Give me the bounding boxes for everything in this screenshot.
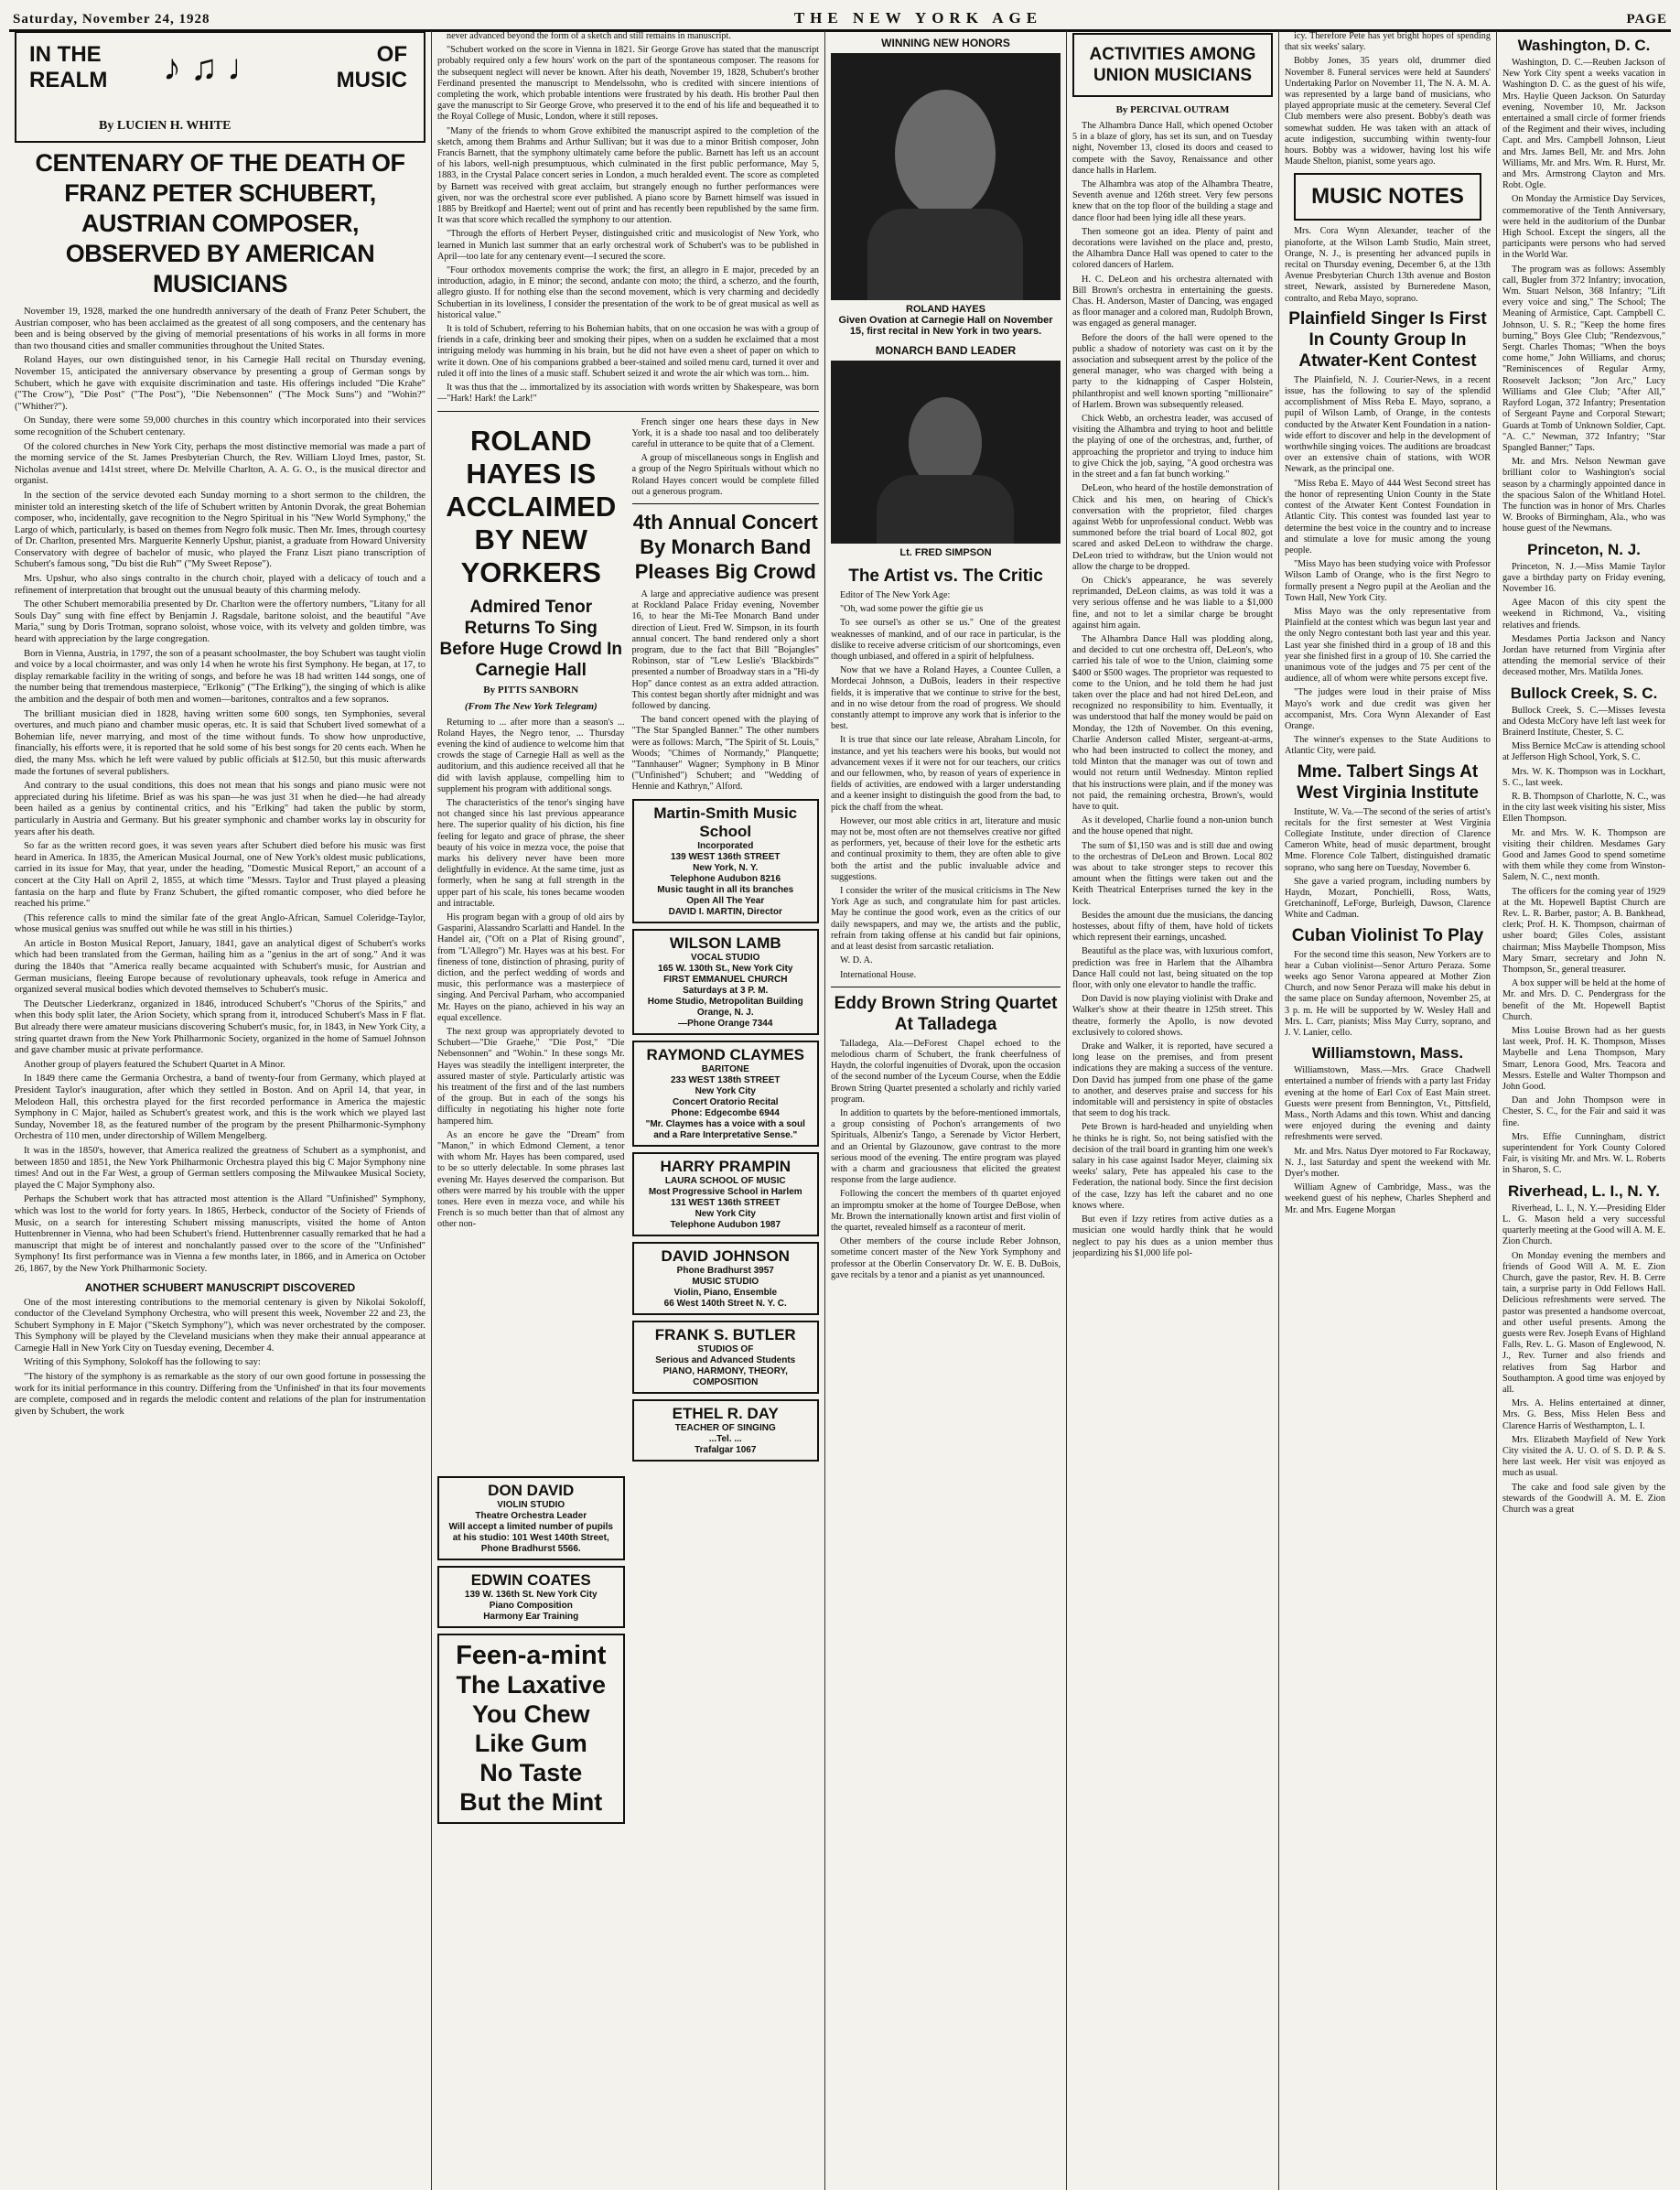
realm-of-music-header [15, 31, 425, 143]
paragraph: Then someone got an idea. Plenty of paint and decorations were lavished on the place and, presto, the Alhambra Dance Hall was opened to cater to the colored dancers of Harlem. [1072, 226, 1273, 271]
paragraph: Miss Bernice McCaw is attending school at Jefferson High School, York, S. C. [1502, 741, 1665, 763]
cuban-headline: Cuban Violinist To Play [1291, 925, 1484, 945]
music-notes-icon: ♪ ♫ ♩ [163, 47, 264, 88]
union-article [1072, 121, 1273, 1259]
paragraph: It is told of Schubert, referring to his Bohemian habits, that on one occasion he was with a group of friends in a cafe, drinking beer and smoking their pipes, when on a sudden he exclaimed that a most intriguing melody was humming in his brain, but he did not have even a sheet of paper on which to write it down. One of his companions grabbed a beer-stained and soiled menu card, turned it over and ruled it off into the lines of a music staff. Schubert seized it and wrote the air which was torn... him. [437, 324, 819, 379]
paragraph: The Alhambra was atop of the Alhambra Theatre, Seventh avenue and 126th street. Very few persons knew that on the top floor of the building a stage and dance floor had been lying idle all these years. [1072, 179, 1273, 223]
paragraph: Washington, D. C.—Reuben Jackson of New York City spent a weeks vacation in Washington D. C. as the guest of his wife, Mrs. Haylie Queen Jackson. On Saturday evening, November 10, Mr. Jackson entertained a small circle of former friends of the Regiment and their wives, including Capt. and Mrs. Campbell Johnson, Lieut and Mrs. James Bell, Mr. and Mrs. John Williams, Mr. and Mrs. Wm. R. Hurst, Mr. and Mrs. Armstrong Clayton and Mrs. Robt. Ogle. [1502, 58, 1665, 191]
paragraph: The characteristics of the tenor's singing have not changed since his last previous appearance here. The superior quality of his diction, his fine feeling for legato and grace of phrase, the sheer beauty of his voice in mezza voce, the poise that marks his delivery never have been more delightfully in evidence. At the same time, just as formerly, when he sang at full strength in the upper part of his scale, his tones became wooden and intractable. [437, 797, 625, 909]
plainfield-headline: Plainfield Singer Is First In County Group In Atwater-Kent Contest [1288, 308, 1487, 371]
paragraph: On Monday the Armistice Day Services, commemorative of the Tenth Anniversary, were held in the auditorium of the Dunbar High School. Except the singers, all the participants were persons who had served in the World War. [1502, 194, 1665, 261]
paragraph: A group of miscellaneous songs in English and a group of the Negro Spirituals without which no Roland Hayes concert would be complete filled out a generous program. [631, 453, 819, 497]
paragraph: Besides the amount due the musicians, the dancing hostesses, about fifty of them, have hold of tickets which represent their earnings, uncashed. [1072, 910, 1273, 944]
paragraph: On Chick's appearance, he was severely reprimanded, DeLeon claims, as was told it was a very serious offense and he was liable to a $1,000 fine, and not to let a similar charge be brought against him again. [1072, 575, 1273, 631]
princeton-article [1502, 562, 1665, 679]
talbert-headline: Mme. Talbert Sings At West Virginia Institute [1297, 761, 1479, 803]
paragraph: The next group was appropriately devoted to Schubert—"Die Graehe," "Die Post," "Die Nebensonnen" and "Wohin." In these songs Mr. Hayes was steadily the intelligent interpreter, the assured master of style. Particularly artistic was his treatment of the first and of the last numbers of the group. But in each of the songs his difficulty in negotiating his higher note forte hampered him. [437, 1026, 625, 1127]
paragraph: "Many of the friends to whom Grove exhibited the manuscript aspired to the completion of the sketch, among them Brahms and Arthur Sullivan; but it was due to a minor British composer, John Francis Barnett, that the symphony ultimately came before the public. Barnett has left us an account of his labors, well-nigh presumptuous, which culminated in the first public performance, May 5, 1883, in the Crystal Palace concert series in London, a much heralded event. The score as completed by Barnett was received with great acclaim, but strangely enough no further performances were given, nor was the orchestral score ever published. A piano score by Barnett himself was issued in 1885 by Breitkopf and Haertel; went out of print and has recently been republished by the same firm. It was that score which recalled the symphony to our attention. [437, 125, 819, 226]
paragraph: "Miss Reba E. Mayo of 444 West Second street has the honor of representing Union County in the State contest of the Atwater Kent Contest Foundation in Atlantic City. This contest was founded last year to determine the best voice in the country and to increase and stimulate a love for music among the young people. [1285, 478, 1491, 556]
hayes-photo-caption: ROLAND HAYES Given Ovation at Carnegie Hall on November 15, first recital in New York in two years. [838, 304, 1053, 337]
paragraph: A large and appreciative audience was present at Rockland Palace Friday evening, November 16, to hear the Mi-Tee Monarch Band under direction of Lieut. Fred W. Simpson, in its fourth annual concert. The band rendered only a short program, due to the fact that Bill "Bojangles" Robinson, star of "Lew Leslie's 'Blackbirds'" presented a number of Broadway stars in a "Hi-dy Hop" dance contest as an extra added attraction. This contest began shortly after midnight and was followed by dancing. [631, 588, 819, 711]
paragraph: Mrs. Cora Wynn Alexander, teacher of the pianoforte, at the Wilson Lamb Studio, Main street, Orange, N. J., is presenting her advanced pupils in recital on Thursday evening, December 6, at the 13th Avenue Presbyterian Church 13th avenue and Boston street, Newark, assisted by Burneredene Mason, contralto, and Reba Mayo, soprano. [1285, 226, 1491, 304]
paragraph: Pete Brown is hard-headed and unyielding when he thinks he is right. So, not being satisfied with the decision of the trail board in granting him one week's salary in his case against Isador Meyer, claiming six weeks' salary, Pete has appealed his case to the Federation, the national body. Since the first decision of the case, Izzy has left the cabaret and no one knows where. [1072, 1122, 1273, 1211]
ad-feen-a-mint: Feen-a-mint The Laxative You Chew Like Gum No Taste But the Mint [437, 1634, 625, 1824]
eddy-brown-headline: Eddy Brown String Quartet At Talladega [834, 993, 1058, 1034]
paragraph: never advanced beyond the form of a sketch and still remains in manuscript. [447, 31, 731, 41]
bullock-creek-article [1502, 706, 1665, 1177]
paragraph: Mr. and Mrs. Nelson Newman gave brilliant color to Washington's social season by a charmingly appointed dance in the spacious Salon of the Whitland Hotel. The function was in honor of Mrs. Charles W. Brooks of Birmingham, Ala., who was house guest of the Newmans. [1502, 457, 1665, 534]
paragraph: The other Schubert memorabilia presented by Dr. Charlton were the offertory numbers, "Litany for all Souls Day" sung with fine effect by Benjamin J. Ragsdale, baritone soloist, and the beautiful "Ave Maria," sung by Doris Trotman, soprano soloist, whose voice, with its velvety and golden timbre, was heard with appreciation by the large congregation. [15, 599, 425, 645]
band-article [632, 589, 820, 793]
paragraph: Born in Vienna, Austria, in 1797, the son of a peasant schoolmaster, the boy Schubert was taught violin and voice by a local choirmaster, and was only 14 when he wrote his first Symphony. He began, at 17, to display remarkable facility in the writing of songs, and before he was 18 had written 144 songs, one of the number being that tremendous masterpiece, "Erlkonig" ("The Erlking"), the singing of which is alike the ambition and the despair of both men and women—baritones, contraltos and a few sopranos. [15, 648, 425, 705]
ad-ethel-day: ETHEL R. DAY TEACHER OF SINGING ...Tel. ... Trafalgar 1067 [632, 1399, 820, 1462]
paragraph: Princeton, N. J.—Miss Mamie Taylor gave a birthday party on Friday evening, November 16. [1502, 561, 1665, 594]
realm-byline: By LUCIEN H. WHITE [99, 119, 232, 133]
paragraph: "The history of the symphony is as remarkable as the story of our own good fortune in possessing the work for its initial performance in this country. Differing from the 'Unfinished' in that its four movements are complete, composed and in regards the melodic content and relations of the plan for instrumentation given by Schubert, the work [15, 1372, 425, 1417]
paragraph: The program was as follows: Assembly call, Bugler from 372 Infantry; invocation, Wm. Stuart Nelson, 368 Infantry; "Lift every voice and sing," The School; The Meaning of Armistice, Capt. Campbell C. Johnson, U. S. R.; "Keep the home fires burning," Boys Glee Club; "Rendezvous," Sergt. Charles Thomas; "When the boys come home," John Williams, and chorus; "Reminiscences of Regular Army, Roosevelt Jackson; "Jon Arc," Lucy Williams and Glee Club; "After All," Rayford Logan, 372 Infantry; Presentation of Sergeant Payne and Corporal Stewart; Guards at Tomb of Unknown Soldier, Capt. "A. C." Newman, 372 Infantry; "Star Spangled Banner;" Taps. [1502, 264, 1665, 453]
hayes-byline: By PITTS SANBORN [483, 684, 579, 696]
ad-harry-prampin: HARRY PRAMPIN LAURA SCHOOL OF MUSIC Most Progressive School in Harlem 131 WEST 136th STREET New York City Telephone Audubon 1987 [632, 1152, 820, 1236]
paragraph: William Agnew of Cambridge, Mass., was the weekend guest of his nephew, Charles Shepherd and Mr. and Mrs. Eugene Morgan [1285, 1182, 1491, 1215]
paragraph: "Miss Mayo has been studying voice with Professor Wilson Lamb of Orange, who is the first Negro to formally present a Negro pupil at the Aeolian and the Town Hall, New York City. [1285, 559, 1491, 603]
column-photos-critic [825, 31, 1067, 2190]
paragraph: In the section of the service devoted each Sunday morning to a short sermon to the children, the minister told an interesting sketch of the life of Schubert written by Antonin Dvorak, the great Bohemian composer, who, incidentally, gave recognition to the Negro Spiritual in his "New World Symphony," the Largo of which, particularly, is based on themes from Negro folk music. Then Mr. Imes, through courtesy of Dr. Charlton, presented Mrs. Marguerite Kennerly Upshur, pianist, a graduate from Howard University Conservatory with degree of bachelor of music, who played the Franz Liszt piano transcription of Schubert's famous song, "Du bist die Ruh'" ("My Sweet Repose"). [15, 490, 425, 570]
ad-david-johnson: DAVID JOHNSON Phone Bradhurst 3957 MUSIC STUDIO Violin, Piano, Ensemble 66 West 140th Street N. Y. C. [632, 1242, 820, 1315]
paragraph: Beautiful as the place was, with luxurious comfort, prediction was free in Harlem that the Alhambra Dance Hall could not last, being situated on the top floor, with only one elevator to handle the traffic. [1072, 946, 1273, 991]
paragraph: To see oursel's as other se us." One of the greatest weaknesses of mankind, and of our race in particular, is the dislike to receive adverse criticism of our shortcomings, even though unbiased, and offered in a spirit of helpfulness. [831, 618, 1061, 663]
monarch-band-title: MONARCH BAND LEADER [875, 344, 1017, 357]
paragraph: Mr. and Mrs. W. K. Thompson are visiting their children. Mesdames Gary Good and James Good to spend sometime with them while they come from Winston-Salem, N. C., next month. [1502, 827, 1665, 883]
plainfield-article [1285, 375, 1491, 758]
ad-don-david: DON DAVID VIOLIN STUDIO Theatre Orchestra Leader Will accept a limited number of pupils at his studio: 101 West 140th Street, Phone Bradhurst 5566. [437, 1476, 625, 1560]
paragraph: Riverhead, L. I., N. Y.—Presiding Elder L. G. Mason held a very successful quarterly meeting at the Good will A. M. E. Zion Church. [1502, 1203, 1665, 1247]
paragraph: icy. Therefore Pete has yet bright hopes of spending that six weeks' salary. [1285, 31, 1491, 53]
schubert-headline: CENTENARY OF THE DEATH OF FRANZ PETER SCHUBERT, AUSTRIAN COMPOSER, OBSERVED BY AMERICAN MUSICIANS [35, 149, 405, 297]
paragraph: His program began with a group of old airs by Gasparini, Alassandro Scarlatti and Handel. In the Handel air, ("Oft on a Plat of Rising ground", from "L'Allegro") Mr. Hayes was at his best. For fineness of tone, distinction of phrasing, purity of diction, and the perfect wedding of words and music, this performance was a masterpiece of singing. And Percival Parham, who accompanied Mr. Hayes on the piano, achieved in his way an equal excellence. [437, 912, 625, 1023]
paragraph: Miss Mayo was the only representative from Plainfield at the contest which was begun last year and the only Negro contestant both last year and this year. Last year she finished third in a group of 18 and this year she finished first in a group of 10. She carried the unanimous vote of the judges and 75 per cent of the audience, all of whom were white persons except five. [1285, 606, 1491, 685]
paragraph: On Monday evening the members and friends of Good Will A. M. E. Zion Church, gave the pastor, Rev. H. B. Cerre tain, a surprise party in Odd Fellows Hall. Delicious refreshments were served. The pastor was presented a handsome overcoat, and other useful presents. Among the guests were Rev. Joseph Evans of Highland Falls, Rev. L. G. Mason of Englewood, N. J., Rev. Turner and also friends and relatives from Sag Harbor and Southampton. A good time was enjoyed by all. [1502, 1250, 1665, 1395]
paragraph: Another group of players featured the Schubert Quartet in A Minor. [24, 1059, 285, 1070]
cuban-article [1285, 950, 1491, 1040]
paragraph: It was thus that the ... immortalized by its association with words written by Shakespeare, was born—"Hark! Hark! the Lark!" [437, 383, 819, 405]
schubert-article-cont [15, 1298, 425, 1419]
column-hayes [432, 31, 825, 2190]
paragraph: Mrs. A. Helins entertained at dinner, Mrs. G. Bess, Miss Helen Bess and Clarence Harris of Westhampton, L. I. [1502, 1398, 1665, 1431]
paragraph: Don David is now playing violinist with Drake and Walker's show at their theatre in 125th street. This theatre, formerly the Apollo, is now devoted exclusively to colored shows. [1072, 994, 1273, 1038]
paragraph: Mrs. Elizabeth Mayfield of New York City visited the A. U. O. of S. D. P. & S. here last week. Her visit was enjoyed as much as usual. [1502, 1434, 1665, 1479]
ad-edwin-coates: EDWIN COATES 139 W. 136th St. New York City Piano Composition Harmony Ear Training [437, 1566, 625, 1628]
paragraph: "The judges were loud in their praise of Miss Mayo's work and due credit was given her accompanist, Mrs. Cora Wynn Alexander of East Orange. [1285, 687, 1491, 731]
paragraph: Roland Hayes, our own distinguished tenor, in his Carnegie Hall recital on Thursday evening, November 15, anticipated the anniversary observance by presenting a group of German songs by Schubert, which he gave with exquisite discrimination and taste. His offerings included "Die Krahe" ("The Crow"), "Die Post" ("The Post"), "Die Nebensonnen" ("The Mock Suns") and "Wohin?" ("Whither?"). [15, 355, 425, 412]
schubert-article [15, 307, 425, 1276]
paragraph: The Deutscher Liederkranz, organized in 1846, introduced Schubert's "Chorus of the Spirits," and when this body split later, the Arion Society, which sprang from it, introduced Schubert's Mass in F flat. But already there were amateur musicians discovering Schubert's music, for, in 1843, in New York City, a string quartet drawn from the New York Philharmonic Society, organized in the home of Samuel Johnson and gave chamber music at private performance. [15, 998, 425, 1056]
paragraph: Bullock Creek, S. C.—Misses Ievesta and Odesta McCory have left last week for Brainerd Institute, Chester, S. C. [1502, 705, 1665, 738]
hayes-article-cont [632, 417, 820, 498]
williamstown-headline: Williamstown, Mass. [1311, 1044, 1464, 1063]
paragraph: She gave a varied program, including numbers by Haydn, Mozart, Ponchielli, Ross, Watts, Gretchaninoff, LeForge, Burleigh, Dawson, Clarence White and Cadman. [1285, 876, 1491, 921]
paragraph: Drake and Walker, it is reported, have secured a long lease on the premises, and from present indications they are making a success of the venture. Don David has jumped from one phase of the game to another, and deserves praise and success for his indomitable will and persistency in spite of obstacles that seem to dog his track. [1072, 1041, 1273, 1119]
column-union-musicians [1067, 31, 1279, 2190]
winning-honors-title: WINNING NEW HONORS [881, 37, 1010, 49]
paragraph: Agee Macon of this city spent the weekend in Richmond, Va., visiting relatives and friends. [1502, 598, 1665, 631]
critic-article [831, 590, 1061, 981]
hayes-source: (From The New York Telegram) [464, 700, 598, 712]
hayes-article [437, 717, 625, 1231]
paragraph: International House. [840, 969, 917, 980]
paragraph: Dan and John Thompson were in Chester, S. C., for the Fair and said it was fine. [1502, 1095, 1665, 1128]
paragraph: Before the doors of the hall were opened to the public a shadow of notoriety was cast on it by the association and subsequent arrest by the police of the general manager, who was charged with being a party to the kidnapping of Casper Holstein, philanthropist and well known sporting "millionaire" of Harlem. Brown was subsequently released. [1072, 332, 1273, 410]
paragraph: One of the most interesting contributions to the memorial centenary is given by Nikolai Sokoloff, conductor of the Cleveland Symphony Orchestra, who will present this week, November 22 and 23, the Schubert Symphony in E Major ("Sketch Symphony"), which was never orchestrated by the composer. This Symphony will be played by the Cleveland musicians when they make their annual appearance at Carnegie Hall in New York City on Tuesday evening, December 4. [15, 1297, 425, 1354]
paragraph: Mrs. W. K. Thompson was in Lockhart, S. C., last week. [1502, 766, 1665, 788]
paragraph: Bobby Jones, 35 years old, drummer died November 8. Funeral services were held at Saunders' Undertaking Parlor on November 11, The N. A. M. A. was represented by a large band of musicians, who played appropriate music at the cemetery. Several Clef Club members were also present. Bobby's death was somewhat sudden. He was taken with an attack of acute indigestion, succumbing within twenty-four hours. Bobby was a widower, having lost his wife Maude Shelton, pianist, some years ago. [1285, 56, 1491, 167]
paragraph: Editor of The New York Age: [840, 590, 951, 600]
paragraph: In 1849 there came the Germania Orchestra, a band of twenty-four from Germany, which played at President Taylor's inauguration, after which they settled in Boston. And on April 14, that year, in Melodeon Hall, this orchestra played for the first recorded performance in America the majestic Symphony in C Major, hailed as Schubert's greatest work, and this is the work which we played last Sunday, November 18, as the featured number of the program by the present Philharmonic-Symphony Orchestra of 110 men, under directorship of Willem Mengelberg. [15, 1073, 425, 1142]
paragraph: "Oh, wad some power the giftie gie us [840, 604, 984, 615]
paragraph: But even if Izzy retires from active duties as a musician one would hardly think that he would neglect to pay his dues as a union member thus jeopardizing his $1,000 life pol- [1072, 1214, 1273, 1258]
paragraph: In addition to quartets by the before-mentioned immortals, a group consisting of Pochon's arrangements of two Spirituals, Albeniz's Tango, a Serenade by Victor Herbert, and an Oriental by Glazounow, gave contrast to the more serious mood of the evening. The entire program was played with a charm and graciousness that elicited the greatest response from the large audience. [831, 1107, 1061, 1186]
princeton-headline: Princeton, N. J. [1527, 540, 1641, 558]
bullock-creek-headline: Bullock Creek, S. C. [1510, 684, 1658, 702]
union-continuation [1285, 31, 1491, 167]
paragraph: Williamstown, Mass.—Mrs. Grace Chadwell entertained a number of friends with a party last Friday evening at the home of Earl Cox of East Main street. Guests were present from Bennington, Vt., Pittsfield, Mass., North Adams and this town. Whist and dancing were enjoyed during the evening and dainty refreshments were served. [1285, 1065, 1491, 1143]
paragraph: A box supper will be held at the home of Mr. and Mrs. D. C. Pendergrass for the benefit of the Mt. Hopewell Baptist Church. [1502, 978, 1665, 1022]
paragraph: The officers for the coming year of 1929 at the Mt. Hopewell Baptist Church are Rev. L. R. Barber, pastor; A. B. Bankhead, clerk; Prof. H. K. Thompson, chairman of usher board; Giles Coles, assistant chairman; Miss Maybelle Thompson, Miss Mary Smarr, secretary and John N. Thompson, Sr., general treasurer. [1502, 886, 1665, 976]
paragraph: On Sunday, there were some 59,000 churches in this country which incorporated into their services some recognition of the Schubert centenary. [15, 415, 425, 437]
paragraph: French singer one hears these days in New York, it is a shade too nasal and too deliberately careful in utterance to be quite that of a Clement. [631, 416, 819, 449]
paragraph: The cake and food sale given by the stewards of the Goodwill A. M. E. Zion Church was a great [1502, 1482, 1665, 1515]
paragraph: As it developed, Charlie found a non-union bunch and the house opened that night. [1072, 815, 1273, 837]
washington-headline: Washington, D. C. [1517, 37, 1651, 54]
paragraph: Other members of the course include Reber Johnson, sometime concert master of the New York Symphony and professor at the Oberlin Conservatory Dr. W. E. B. DuBois, gave recitals by a tenor and a pianist as yet unannounced. [831, 1236, 1061, 1280]
paragraph: For the second time this season, New Yorkers are to hear a Cuban violinist—Senor Arturo Peraza. Some weeks ago Senor Varona appeared at Mother Zion Church, and now Senor Peraza will make his debut in the same place on Sunday afternoon, November 25, at 3 p. m. He will be supported by W. Wesley Hall and Mrs. L. Carr, pianists; Miss May Curry, soprano, and J. V. Lanier, cello. [1285, 949, 1491, 1039]
paragraph: And contrary to the usual conditions, this does not mean that his songs and piano music were not appreciated during his lifetime. Brief as was his span—he was just 31 when he died—he had already been hailed as a genius by continental critics, and his "Erlking" had taken the public by storm, particularly in Austria and Germany. But his greater symphonic and chamber works lay in obscurity for years after his death. [15, 781, 425, 837]
paragraph: Miss Louise Brown had as her guests last week, Prof. H. K. Thompson, Misses Maybelle and Lena Thompson, Mary Smarr, Lenora Good, Mrs. Teacora and Messrs. Estelle and Walter Thompson and John Good. [1502, 1026, 1665, 1093]
riverhead-article [1502, 1203, 1665, 1516]
column-schubert [9, 31, 432, 2190]
column-society [1497, 31, 1671, 2190]
realm-right: OF MUSIC [336, 42, 407, 92]
paragraph: It was in the 1850's, however, that America realized the greatness of Schubert as a symphonist, and between 1850 and 1851, the New York Philharmonic Orchestra played this big C Major Symphony nine times! And out in the Far West, a group of German settlers composing the Milwaukee Musical Society, played the C Major Symphony also. [15, 1145, 425, 1191]
ad-raymond-claymes: RAYMOND CLAYMES BARITONE 233 WEST 138th STREET New York City Concert Oratorio Recital Phone: Edgecombe 6944 "Mr. Claymes has a voice with a soul and a Rare Interpretative Sense." [632, 1041, 820, 1147]
paragraph: The Alhambra Dance Hall, which opened October 5 in a blaze of glory, has set its sun, and on Tuesday night, November 13, closed its doors and ceased to compete with the Savoy, Renaissance and other dance halls in Harlem. [1072, 121, 1273, 176]
paragraph: Following the concert the members of th quartet enjoyed an impromptu smoker at the home of Tourgee DeBose, when Mr. Brown the internationally known artist and first violin of the quartet, revealed himself as a raconteur of merit. [831, 1189, 1061, 1233]
paragraph: W. D. A. [840, 955, 873, 966]
ad-martin-smith: Martin-Smith Music School Incorporated 139 WEST 136th STREET New York, N. Y. Telephone Audubon 8216 Music taught in all its branches Open All The Year DAVID I. MARTIN, Director [632, 799, 820, 923]
paragraph: (This reference calls to mind the similar fate of the great Anglo-African, Samuel Coleridge-Taylor, whose musical genius was snuffed out while he was still in his thirties.) [15, 912, 425, 935]
paragraph: Mrs. Upshur, who also sings contralto in the church choir, played with a delicacy of touch and a refinement of interpretation that brought out the unusual beauty of this charming melody. [15, 574, 425, 596]
paragraph: Now that we have a Roland Hayes, a Countee Cullen, a Mordecai Johnson, a DuBois, leaders in their respective fields, it is imperative that we continue to strive for the best, and in no wise detour from the road of progress. We should constantly attempt to improve any work that is inferior to the best. [831, 665, 1061, 732]
simpson-photo-caption: Lt. FRED SIMPSON [899, 547, 992, 558]
paragraph: So far as the written record goes, it was seven years after Schubert died before his music was first heard in America. In 1835, the American Musical Journal, one of New York's oldest music publications, carried in its issue for May, that year, under the heading, "Domestic Musical Report," an account of a concert at the City Hall on April 2, 1855, at which time "Messrs. Taylor and Trust played a pleasing fantasia on the harp and flute by Franz Schubert, the gifted romantic composer, who died before he reached his prime." [15, 841, 425, 910]
paragraph: The Plainfield, N. J. Courier-News, in a recent issue, has the following to say of the splendid accomplishment of Miss Reba E. Mayo, soprano, a pupil of Wilson Lamb, of Orange, in the contests conducted by the Atwater Kent Foundation in a nation-wide effort to discover and help in the development of worthwhile singing voices. The auditions are broadcast over an extensive chain of stations, with WOR Newark, as the principal one. [1285, 374, 1491, 475]
paragraph: The winner's expenses to the State Auditions to Atlantic City, were paid. [1285, 735, 1491, 757]
eddy-brown-article [831, 1039, 1061, 1281]
paragraph: It is true that since our late release, Abraham Lincoln, for instance, and yet his teachers were his books, but would not advancement vexes if it were not for our teachers, our critics and our fellowmen, who, by reason of years of experience in fields of activities, are endowed with a larger understanding and a keener insight to distinguish the good from the bad, to pick the chaff from the wheat. [831, 735, 1061, 813]
paragraph: The sum of $1,150 was and is still due and owing to the orchestras of DeLeon and Brown. Local 802 was about to take stronger steps to recover this amount when the fittings were taken out and the Keith Theatrical Enterprises turned the key in the lock. [1072, 840, 1273, 907]
paragraph: I consider the writer of the musical criticisms in The New York Age as such, and congratulate him for past articles. May he continue the good work, even as the critics of our daily newspapers, and may we, the artists and the public, refrain from taking offense at his candid but fair opinions, and at least desist from sarcastic retaliation. [831, 886, 1061, 953]
union-header-box [1072, 33, 1273, 97]
roland-hayes-photo [831, 53, 1061, 300]
schubert-subhead: ANOTHER SCHUBERT MANUSCRIPT DISCOVERED [84, 1280, 356, 1294]
washington-article [1502, 58, 1665, 535]
paragraph: Talladega, Ala.—DeForest Chapel echoed to the melodious charm of Schubert, the frank cheerfulness of Haydn, the colorful ingenuities of Dvorak, upon the occasion of the second number of the Lyceum Course, when the Eddie Brown String Quartet presented a scholarly and richly varied program. [831, 1038, 1061, 1105]
paragraph: "Schubert worked on the score in Vienna in 1821. Sir George Grove has stated that the manuscript probably required only a few hours' work on the part of the spontaneous composer. The reasons for the subsequent neglect will never be known. After his death, November 19, 1828, Schubert's brother Ferdinand presented the manuscript to Mendelssohn, who is credited with sincere intentions of completing the work, which probable intentions were frustrated by his death. His brother Paul then gave the manuscript to Sir George Grove, who preserved it to the end of his life and bequeathed it to the Royal College of Music, London, where it still reposes. [437, 45, 819, 123]
paragraph: Writing of this Symphony, Solokoff has the following to say: [24, 1357, 261, 1368]
music-notes-article [1285, 226, 1491, 304]
paragraph: Institute, W. Va.—The second of the series of artist's recitals for the first semester at West Virginia Collegiate Institute, under direction of Clarence Cameron White, head of music department, brought Mme. Florence Cole Talbert, distinguished dramatic soprano, who sang here on Tuesday, November 6. [1285, 806, 1491, 873]
hayes-subhead: Admired Tenor Returns To Sing Before Huge Crowd In Carnegie Hall [439, 597, 622, 680]
music-notes-box: MUSIC NOTES [1294, 173, 1481, 221]
masthead-date: Saturday, November 24, 1928 [13, 12, 210, 27]
column-music-notes [1279, 31, 1497, 2190]
union-headline: ACTIVITIES AMONG UNION MUSICIANS [1089, 45, 1256, 85]
paragraph: The Alhambra Dance Hall was plodding along, and decided to cut one orchestra off, DeLeon's, who carried his tale of woe to the Union, claiming some $400 or $500 wages. The proprietor was requested to come to the Union, and he told them he had just taken over the place and had not hired DeLeon, and recognized no responsibility to him. Eventually, it was understood that half the money would be paid on Monday, the 12th of November. On this evening, Charlie Anderson called Mister, sergeant-at-arms, who had been instructed to collect the money, and told Minton that the manager was out of town and would not return until Wednesday. Minton replied that his instructions were plain, and if the money was not paid, the remaining orchestra, Brown's, would have to quit. [1072, 633, 1273, 812]
paragraph: Mr. and Mrs. Natus Dyer motored to Far Rockaway, N. J., last Saturday and spent the weekend with Mr. Dyer's mother. [1285, 1146, 1491, 1180]
paragraph: The band concert opened with the playing of "The Star Spangled Banner." The other numbers were as follows: March, "The Spirit of St. Louis," Woods; "Chimes of Normandy," Planquette; "Tannhauser" Wagner; Symphony in B Minor ("Unfinished") Schubert; and "Wedding of Hennie and Kathryn," Alford. [631, 715, 819, 793]
ad-wilson-lamb: WILSON LAMB VOCAL STUDIO 165 W. 130th St., New York City FIRST EMMANUEL CHURCH Saturdays at 3 P. M. Home Studio, Metropolitan Building Orange, N. J. —Phone Orange 7344 [632, 929, 820, 1035]
talbert-article [1285, 807, 1491, 922]
realm-left: IN THE REALM [29, 42, 108, 92]
paragraph: As an encore he gave the "Dream" from "Manon," in which Edmond Clement, a tenor with whom Mr. Hayes has been compared, used to be so utterly delectable. In some phrases last evening Mr. Hayes deserved the comparison. But others were marred by his trouble with the upper tones. Here even in mezza voce, and while his French is so much better than that of almost any other non- [437, 1129, 625, 1230]
critic-headline: The Artist vs. The Critic [848, 566, 1043, 586]
ad-frank-butler: FRANK S. BUTLER STUDIOS OF Serious and Advanced Students PIANO, HARMONY, THEORY, COMPOSITION [632, 1321, 820, 1394]
riverhead-headline: Riverhead, L. I., N. Y. [1508, 1181, 1660, 1200]
paragraph: Perhaps the Schubert work that has attracted most attention is the Allard "Unfinished" Symphony, which was lost to the world for forty years. In 1865, Herbeck, conductor of the Society of Friends of Music, on a search for interesting Schubert missing manuscripts, visited the home of Anton Huttenbrenner in Vienna, who had been Schubert's friend. Huttenbrenner casually remarked that he had a manuscript that might be of interest and nonchalantly passed over to the score of the "Unfinished" Symphony! Its first performance was in Vienna a few months later, in 1866, and in America on October 26, 1867, by the New York Philharmonic Society. [15, 1194, 425, 1274]
paragraph: Mrs. Effie Cunningham, district superintendent for York County Colored Fair, is visiting Mr. and Mrs. W. L. Roberts in Sharon, S. C. [1502, 1131, 1665, 1176]
union-byline: By PERCIVAL OUTRAM [1115, 104, 1230, 115]
paragraph: Of the colored churches in New York City, perhaps the most distinctive memorial was made a part of the morning service of the St. James Presbyterian Church, the Rev. William Lloyd Imes, pastor, St. Nicholas avenue and 141st street, where Dr. Melville Charlton, A. A. G. O., is the musical director and organist. [15, 441, 425, 487]
masthead-page: PAGE [1626, 12, 1667, 27]
paragraph: DeLeon, who heard of the hostile demonstration of Chick and his men, on hearing of Chick's conversation with the proprietor, filed charges against Webb for unprofessional conduct. Webb was summoned before the trial board of Local 802, got scared and asked DeLeon to withdraw the charge. DeLeon tried to withdraw, but the Union would not allow the charge to be dropped. [1072, 483, 1273, 572]
paragraph: Mesdames Portia Jackson and Nancy Jordan have returned from Virginia after attending the memorial service of their deceased mother, Mrs. Matilda Jones. [1502, 633, 1665, 678]
fred-simpson-photo [831, 361, 1061, 544]
paragraph: The brilliant musician died in 1828, having written some 600 songs, ten Symphonies, several overtures, and much piano and chamber music operas, etc. It is said that Schubert lived somewhat of a Bohemian life, never marrying, and most of the time without funds. To show how unproductive, financially, his efforts were, it is reported that he sold some of his best songs for 20 cents each. When he died, the many Mss. which he left were valued by public officials at $12.50, but this music afterwards made the fortunes of several publishers. [15, 708, 425, 777]
williamstown-article [1285, 1065, 1491, 1216]
paragraph: R. B. Thompson of Charlotte, N. C., was in the city last week visiting his sister, Miss Ellen Thompson. [1502, 791, 1665, 825]
band-headline: 4th Annual Concert By Monarch Band Pleases Big Crowd [632, 510, 818, 583]
paragraph: "Through the efforts of Herbert Peyser, distinguished critic and musicologist of New York, who learned in Munich last summer that an early orchestral work of Schubert's was to be published in April—too late for any centenary event—I secured the score. [437, 229, 819, 262]
paragraph: H. C. DeLeon and his orchestra alternated with Bill Brown's orchestra in entertaining the guests. Chas. H. Anderson, Master of Dancing, was engaged as floor manager and a colored man, Rudolph Brown, was engaged as general manager. [1072, 274, 1273, 329]
paragraph: However, our most able critics in art, literature and music may not be, most often are not themselves creative nor gifted as performers, yet, because of their love for the esthetic arts and continual proximity to them, they are often able to give both the artist and the public invaluable advice and suggestions. [831, 815, 1061, 882]
paragraph: "Four orthodox movements comprise the work; the first, an allegro in E major, preceded by an introduction, adagio, in E minor; the second, andante con moto; the third, a scherzo, and the fourth, allegro giusto. If for nothing else than the second movement, which is very charming and decidedly Schubertian in its loveliness, I consider the presentation of the work to be of great musical as well as historical value." [437, 265, 819, 320]
paragraph: November 19, 1928, marked the one hundredth anniversary of the death of Franz Peter Schubert, the Austrian composer, who has been acclaimed as the greatest of all song composers, and the centenary has been and is being observed by the giving of memorial presentations of his works in all forms in more than two thousand cities and smaller communities throughout the United States. [15, 307, 425, 351]
hayes-headline: ROLAND HAYES IS ACCLAIMED BY NEW YORKERS [446, 424, 617, 588]
masthead-paper-name: THE NEW YORK AGE [793, 9, 1043, 27]
paragraph: Returning to ... after more than a season's ... Roland Hayes, the Negro tenor, ... Thursday evening the kind of audience to welcome him that crowds the stage of Carnegie Hall as well as the auditorium, and this audience received all that he did with lavish applause, compelling him to supplement his program with additional songs. [437, 717, 625, 794]
schubert-continuation [437, 31, 819, 405]
paragraph: An article in Boston Musical Report, January, 1841, gave an analytical digest of Schubert's works which had been translated from the German, hailing him as a "genius in the art of song." And it was during the 1840s that "America really became acquainted with Schubert's music, for Austrian and German musicians, fleeing Europe because of revolutionary upheavals, took refuge in America and organized several musical bodies which devoted themselves to Schubert's music. [15, 938, 425, 996]
masthead [9, 7, 1671, 32]
paragraph: Chick Webb, an orchestra leader, was accused of visiting the Alhambra and trying to hoot and belittle the playing of one of the orchestras, and, further, of approaching the proprietor and trying to induce him to give Chick the job, saying, "A good orchestra was in the street and a fan fat bunch working." [1072, 414, 1273, 480]
